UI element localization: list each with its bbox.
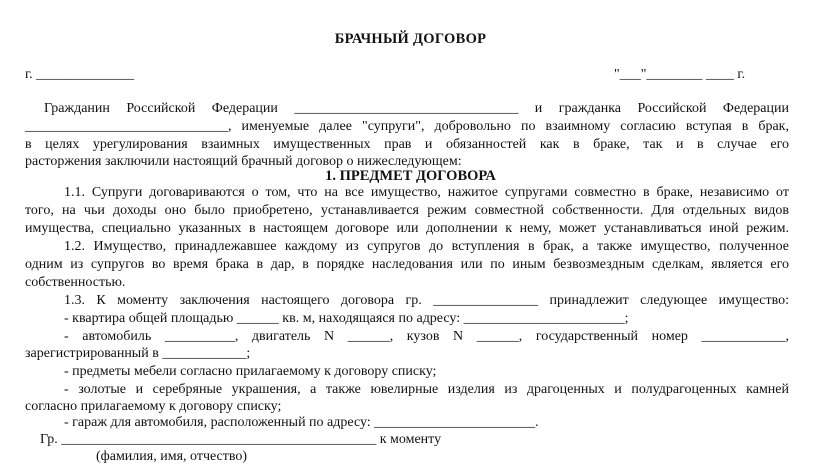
para-1-3-item-garage: - гараж для автомобиля, расположенный по адресу: _______________________. <box>64 415 539 430</box>
para-1-3-line-1: 1.3. К моменту заключения настоящего договора гр. _______________ принадлежит следующее имущество: <box>64 293 789 308</box>
para-1-1-line-2: того, на чьи доходы оно было приобретено, устанавливается режим совместной собственности. Для отдельных видов <box>25 203 789 218</box>
name-caption: (фамилия, имя, отчество) <box>96 449 248 464</box>
para-1-1-line-3: имущества, специально указанных в настоящем договоре или дополнении к нему, может устанавливаться иной режим. <box>25 221 789 236</box>
para-1-3-car-registered: зарегистрированный в ____________; <box>25 346 251 361</box>
document-title: БРАЧНЫЙ ДОГОВОР <box>334 31 487 47</box>
intro-line-2: _____________________________, именуемые далее "супруги", добровольно по взаимному согласию вступая в брак, <box>25 119 789 134</box>
intro-line-4: расторжения заключили настоящий брачный договор о нижеследующем: <box>25 154 462 169</box>
intro-line-3: в целях урегулирования взаимных имущественных прав и обязанностей как в браке, так и в случае его <box>25 137 789 152</box>
intro-line-1: Гражданин Российской Федерации ________________________________ и гражданка Российской Федерации <box>44 101 789 116</box>
para-1-3-item-jewelry: - золотые и серебряные украшения, а также ювелирные изделия из драгоценных и полудрагоценных камней <box>64 382 789 397</box>
para-1-3-item-apartment: - квартира общей площадью ______ кв. м, находящаяся по адресу: _______________________; <box>64 311 629 326</box>
place-line: г. ______________ <box>25 67 135 82</box>
para-1-3-item-furniture: - предметы мебели согласно прилагаемому к договору списку; <box>64 364 437 379</box>
section-title: 1. ПРЕДМЕТ ДОГОВОРА <box>325 168 496 184</box>
para-1-1-line-1: 1.1. Супруги договариваются о том, что на все имущество, нажитое супругами совместно в браке, независимо от <box>64 185 789 200</box>
citizen-line: Гр. _____________________________________________ к моменту <box>40 432 442 447</box>
para-1-2-line-1: 1.2. Имущество, принадлежавшее каждому из супругов до вступления в брак, а также имущество, полученное <box>64 239 789 254</box>
para-1-2-line-3: собственностью. <box>25 275 126 290</box>
date-line: "___"________ ____ г. <box>614 67 746 82</box>
para-1-3-jewelry-list: согласно прилагаемому к договору списку; <box>25 399 282 414</box>
para-1-2-line-2: одним из супругов во время брака в дар, в порядке наследования или по иным безвозмездным сделкам, является его <box>25 257 789 272</box>
para-1-3-item-car: - автомобиль __________, двигатель N ______, кузов N ______, государственный номер ____________, <box>64 329 789 344</box>
